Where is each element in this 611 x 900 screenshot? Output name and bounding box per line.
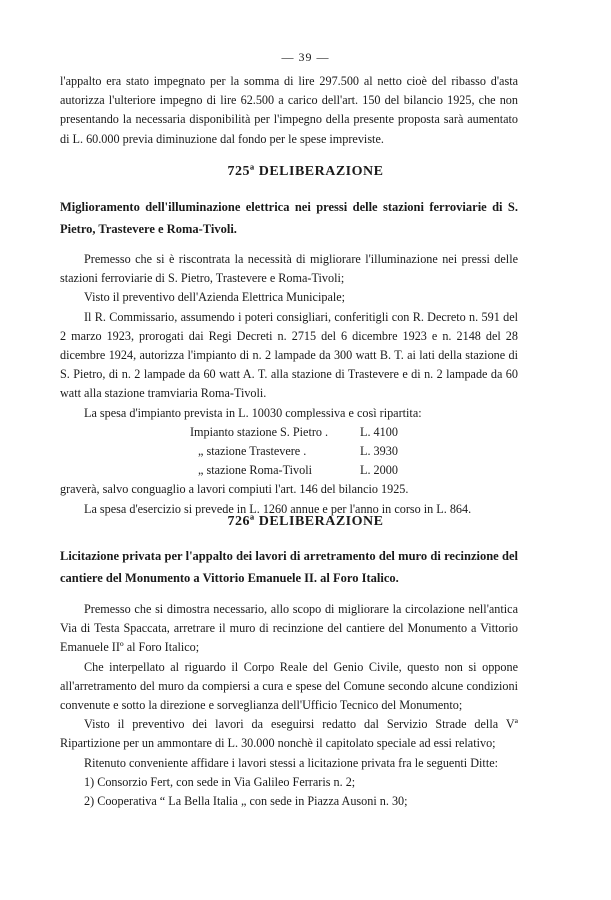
deliberation-725-running-cost: La spesa d'esercizio si prevede in L. 1260 annue e per l'anno in corso in L. 864. (84, 501, 472, 516)
deliberation-725-subject: Miglioramento dell'illuminazione elettrica nei pressi delle stazioni ferroviarie di S. Pietro, Trastevere e Roma-Tivoli. (60, 200, 518, 236)
cost-amount: L. 4100 (360, 424, 398, 439)
cost-table (60, 423, 518, 481)
deliberation-726-subject: Licitazione privata per l'appalto dei lavori di arretramento del muro di recinzione del cantiere del Monumento a Vittorio Emanuele II. al Foro Italico. (60, 549, 518, 585)
deliberation-725-premise: Premesso che si è riscontrata la necessità di migliorare l'illuminazione nei pressi delle stazioni ferroviarie di S. Pietro, Trastevere e Roma-Tivoli; (60, 252, 518, 286)
page-number: — 39 — (281, 50, 330, 64)
cost-row (60, 461, 518, 480)
deliberation-726-premise: Premesso che si dimostra necessario, allo scopo di migliorare la circolazione nell'antica Via di Testa Spaccata, arretrare il muro di recinzione del cantiere del Monumento a Vittorio Emanuele IIº al Foro Italico; (60, 602, 518, 655)
deliberation-726-genio-civile: Che interpellato al riguardo il Corpo Reale del Genio Civile, questo non si oppone all'arretramento del muro da compiersi a cura e spese del Comune secondo alcune condizioni convenute e sotto la direzione e sorveglianza dell'Ufficio Tecnico del Monumento; (60, 659, 518, 713)
firm-list-item: 2) Cooperativa “ La Bella Italia „ con sede in Piazza Ausoni n. 30; (84, 794, 408, 809)
deliberation-725-visto: Visto il preventivo dell'Azienda Elettrica Municipale; (84, 290, 346, 305)
cost-label: „ stazione Roma-Tivoli (198, 463, 312, 478)
deliberation-725-body (60, 250, 518, 519)
intro-paragraph: l'appalto era stato impegnato per la somma di lire 297.500 al netto cioè del ribasso d'asta autorizza l'ulteriore impegno di lire 62.500 a carico dell'art. 150 del bilancio 1925, che non presentando la necessaria disponibilità per l'impegno della presente proposta sarà aumentato di L. 60.000 previa diminuzione dal fondo per le spese impreviste. (60, 74, 518, 146)
deliberation-726-visto: Visto il preventivo dei lavori da eseguirsi redatto dal Servizio Strade della Vª Ripartizione per un ammontare di L. 30.000 nonchè il capitolato speciale ad essi relativo; (60, 717, 518, 751)
cost-row (60, 442, 518, 461)
cost-label: „ stazione Trastevere . (198, 444, 307, 459)
cost-label: Impianto stazione S. Pietro . (190, 424, 329, 439)
firm-list-item: 1) Consorzio Fert, con sede in Via Galileo Ferraris n. 2; (84, 774, 356, 789)
cost-amount: L. 3930 (360, 444, 398, 459)
deliberation-726-title: 726ª DELIBERAZIONE (227, 514, 384, 529)
intro-block (60, 72, 518, 149)
deliberation-725-authorization: Il R. Commissario, assumendo i poteri consigliari, conferitigli con R. Decreto n. 591 del 2 marzo 1923, prorogati dai Regi Decreti n. 2715 del 6 dicembre 1923 e n. 2148 del 28 dicembre 1924, autorizza l'impianto di n. 2 lampade da 300 watt B. T. ai lati della stazione di S. Pietro, di n. 2 lampade da 60 watt A. T. alla stazione di Trastevere e di n. 2 lampade da 60 watt alla stazione tramviaria Roma-Tivoli. (60, 309, 518, 401)
deliberation-725-title: 725ª DELIBERAZIONE (227, 164, 384, 179)
cost-row (60, 423, 518, 442)
deliberation-726-ritenuto: Ritenuto conveniente affidare i lavori stessi a licitazione privata fra le seguenti Ditte: (84, 755, 498, 770)
cost-amount: L. 2000 (360, 463, 398, 478)
deliberation-725-cost-intro: La spesa d'impianto prevista in L. 10030 complessiva e così ripartita: (84, 405, 422, 420)
deliberation-726-body (60, 600, 518, 811)
deliberation-725-charge: graverà, salvo conguaglio a lavori compiuti l'art. 146 del bilancio 1925. (60, 482, 409, 497)
